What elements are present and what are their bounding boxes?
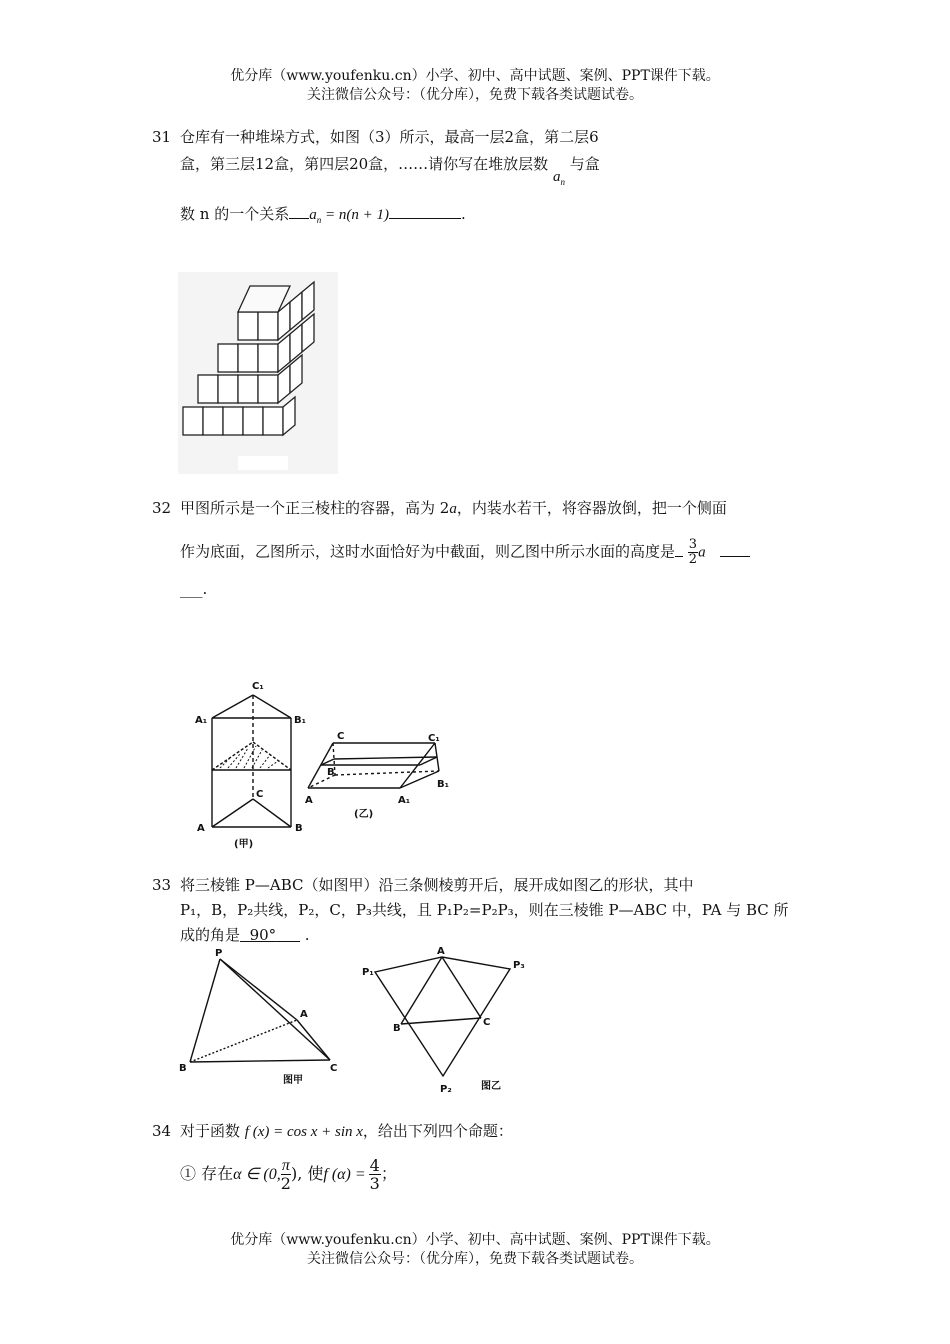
q31-line2b: 与盒	[569, 155, 600, 173]
q34-line1: 对于函数 f (x) = cos x + sin x，给出下列四个命题：	[180, 1122, 513, 1140]
label-c-fig-jia: C	[330, 1063, 338, 1074]
label-b-jia: B	[295, 823, 303, 834]
q32-number: 32	[152, 499, 172, 517]
q33-line1: 将三棱锥 P—ABC（如图甲）沿三条侧棱剪开后，展开成如图乙的形状，其中	[180, 876, 694, 894]
q34-number: 34	[152, 1122, 172, 1140]
q31-answer: $a_n = n(n + 1)$	[309, 207, 389, 225]
label-p2: P₂	[440, 1084, 452, 1095]
label-b1-yi: B₁	[437, 779, 450, 790]
label-a-jia: A	[197, 823, 205, 834]
label-yi: (乙)	[354, 809, 374, 820]
q34-item1: ① 存在α ∈ (0, $\frac{\pi}{2}$ ), 使f (α) = $\frac{4}{3}$ ；	[180, 1156, 397, 1193]
label-a-yi: A	[305, 795, 313, 806]
header-line-2: 关注微信公众号：（优分库），免费下载各类试题试卷。	[307, 87, 643, 103]
q34-function: f (x) = cos x + sin x	[244, 1124, 363, 1140]
footer-line-2: 关注微信公众号：（优分库），免费下载各类试题试卷。	[307, 1251, 643, 1267]
label-b-fig-jia: B	[179, 1063, 187, 1074]
label-b1-jia: B₁	[294, 715, 307, 726]
label-b-fig-yi: B	[393, 1023, 401, 1034]
box-stack-figure	[178, 272, 338, 474]
label-b-yi: B	[327, 767, 335, 778]
q32-line1: 甲图所示是一个正三棱柱的容器，高为 2a，内装水若干，将容器放倒，把一个侧面	[180, 499, 727, 517]
label-c-jia: C	[256, 789, 264, 800]
label-tujia: 图甲	[283, 1075, 303, 1086]
q33-line2: P₁，B，P₂共线，P₂，C，P₃共线，且 P₁P₂=P₂P₃，则在三棱锥 P—ABC 中，PA 与 BC 所	[180, 901, 789, 919]
q31-number: 31	[152, 128, 172, 146]
q33-number: 33	[152, 876, 172, 894]
label-p1: P₁	[362, 967, 374, 978]
footer-line-1: 优分库（www.youfenku.cn）小学、初中、高中试题、案例、PPT课件下载。	[230, 1232, 720, 1248]
label-a-fig-yi: A	[437, 946, 445, 957]
q33-answer: 90°	[249, 926, 277, 944]
q31-line3: 数 n 的一个关系 $a_n = n(n + 1)$ .	[180, 205, 466, 225]
pyramid-figure	[175, 945, 535, 1100]
label-a-fig-jia: A	[300, 1009, 308, 1020]
label-c1-jia: C₁	[252, 681, 264, 692]
label-c1-yi: C₁	[428, 733, 440, 744]
label-p-jia: P	[215, 948, 223, 959]
label-a1-yi: A₁	[398, 795, 411, 806]
label-c-yi: C	[337, 731, 345, 742]
q31-line1: 仓库有一种堆垛方式，如图（3）所示，最高一层2盒，第二层6	[180, 128, 599, 146]
q31-line2a: 盒，第三层12盒，第四层20盒，……请你写在堆放层数	[180, 155, 549, 173]
q33-line3: 成的角是 90° .	[180, 926, 310, 944]
prism-figure	[190, 675, 460, 855]
q32-line2: 作为底面，乙图所示，这时水面恰好为中截面，则乙图中所示水面的高度是 $\frac{3}{2}$ a	[180, 538, 750, 567]
q31-line3a: 数 n 的一个关系	[180, 205, 290, 223]
header-line-1: 优分库（www.youfenku.cn）小学、初中、高中试题、案例、PPT课件下载。	[230, 68, 720, 84]
label-a1-jia: A₁	[195, 715, 208, 726]
q32-answer-var: a	[698, 544, 706, 561]
q32-line3: ___.	[180, 580, 208, 598]
label-tuyi: 图乙	[481, 1081, 501, 1092]
q32-answer-fraction: $\frac{3}{2}$	[688, 537, 698, 567]
label-p3: P₃	[513, 960, 525, 971]
q31-line2	[180, 153, 600, 187]
q31-an: $a_n$	[552, 169, 565, 187]
label-jia: (甲)	[234, 839, 254, 850]
label-c-fig-yi: C	[483, 1017, 491, 1028]
